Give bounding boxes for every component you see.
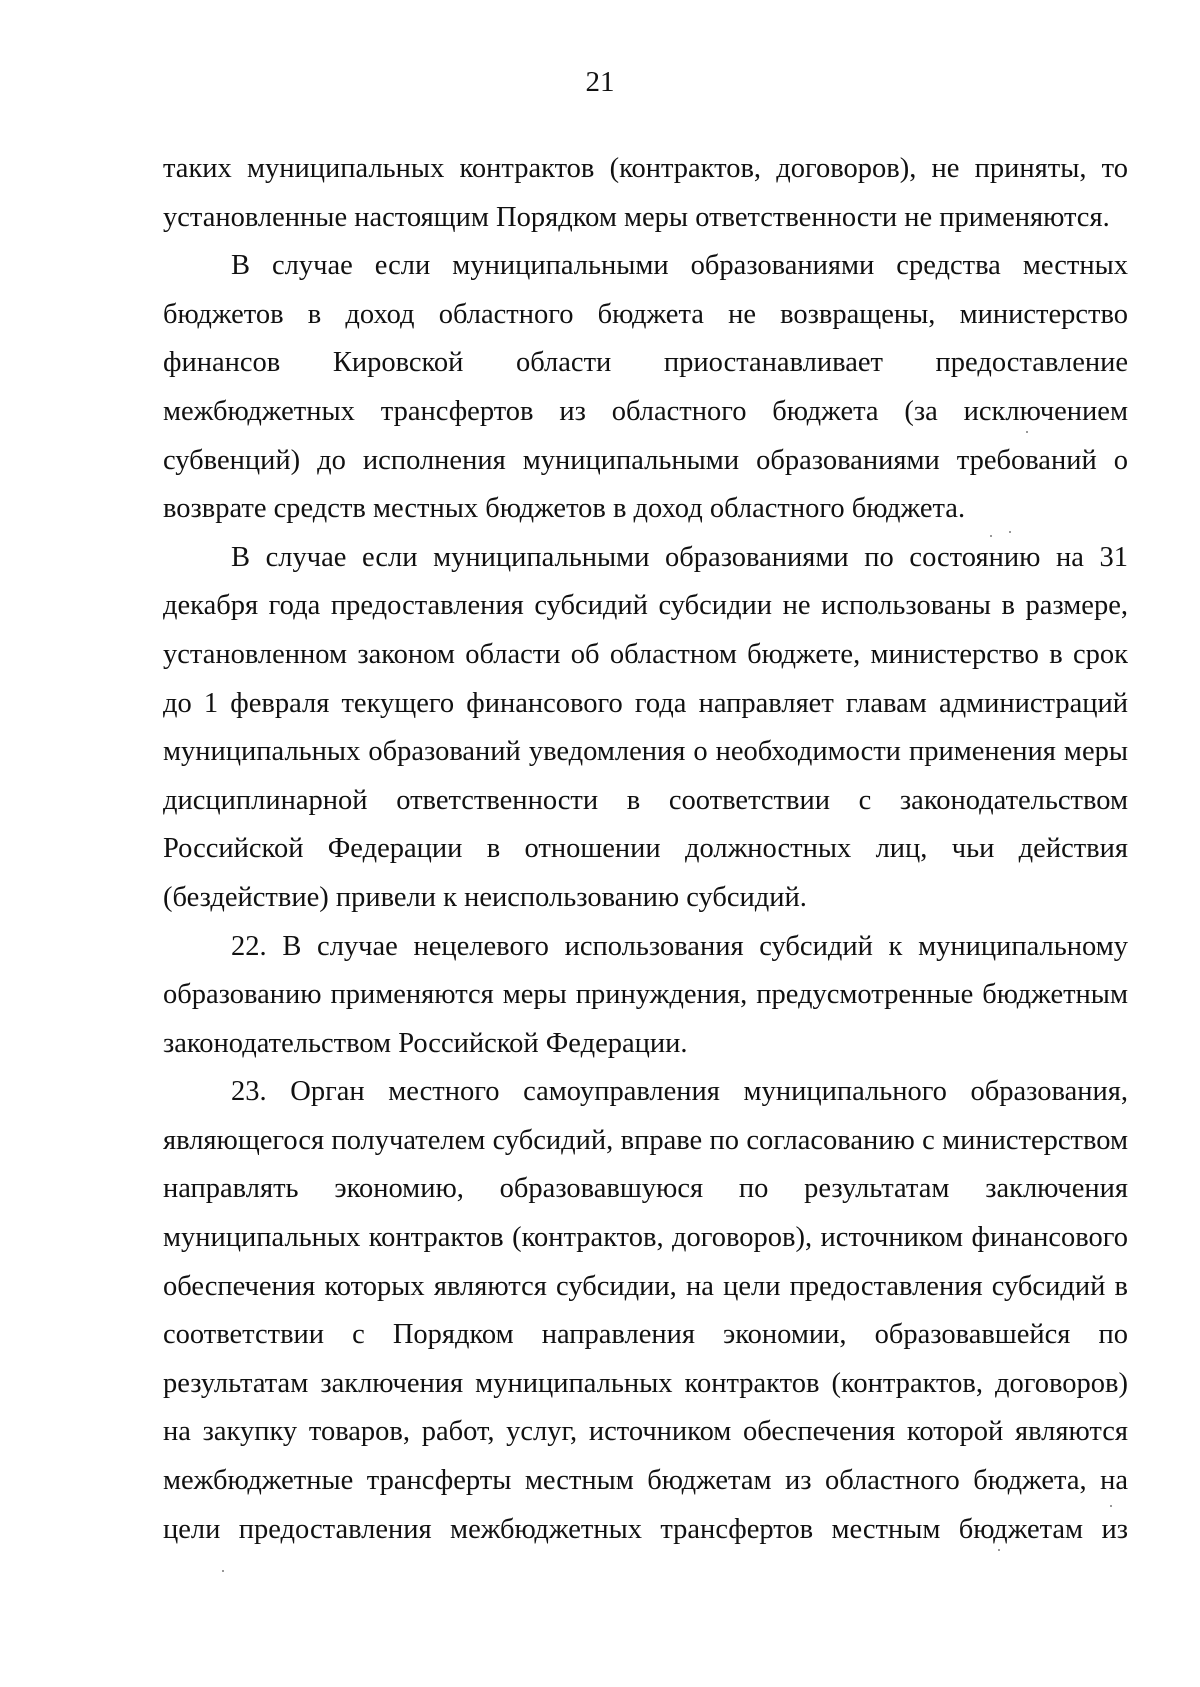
scan-speck [222, 1570, 224, 1572]
scan-speck [1110, 1505, 1112, 1507]
paragraph-22-misuse: 22. В случае нецелевого использования субсидий к муниципальному образованию применяются меры принуждения, предусмотренные бюджетным законодательством Российской Федерации. [163, 930, 1128, 1059]
paragraph-funds-not-returned: В случае если муниципальными образованиями средства местных бюджетов в доход областного бюджета не возвращены, министерство финансов Кировской области приостанавливает предоставление межбюджетных трансфертов из областного бюджета (за исключением субвенций) до исполнения муниципальными образованиями требований о возврате средств местных бюджетов в доход областного бюджета. [163, 250, 1128, 525]
scan-speck [990, 535, 992, 537]
scan-speck [1009, 531, 1011, 533]
scan-speck [1026, 431, 1028, 433]
scan-speck [998, 1549, 1000, 1551]
paragraph-23-local-authority: 23. Орган местного самоуправления муниципального образования, являющегося получателем субсидий, вправе по согласованию с министерством направлять экономию, образовавшуюся по результатам заключения муниципальных контрактов (контрактов, договоров), источником финансового обеспечения которых являются субсидии, на цели предоставления субсидий в соответствии с Порядком направления экономии, образовавшейся по результатам заключения муниципальных контрактов (контрактов, договоров) на закупку товаров, работ, услуг, источником обеспечения которой являются межбюджетные трансферты местным бюджетам из областного бюджета, на цели предоставления межбюджетных трансфертов местным бюджетам из [163, 1076, 1128, 1545]
page-number: 21 [585, 66, 615, 98]
paragraph-subsidies-not-used: В случае если муниципальными образованиями по состоянию на 31 декабря года предоставления субсидий субсидии не использованы в размере, установленном законом области об областном бюджете, министерство в срок до 1 февраля текущего финансового года направляет главам администраций муниципальных образований уведомления о необходимости применения меры дисциплинарной ответственности в соответствии с законодательством Российской Федерации в отношении должностных лиц, чьи действия (бездействие) привели к неиспользованию субсидий. [163, 541, 1128, 913]
paragraph-continuation: таких муниципальных контрактов (контрактов, договоров), не приняты, то установленные настоящим Порядком меры ответственности не применяются. [163, 153, 1128, 233]
document-body [163, 145, 1128, 1554]
